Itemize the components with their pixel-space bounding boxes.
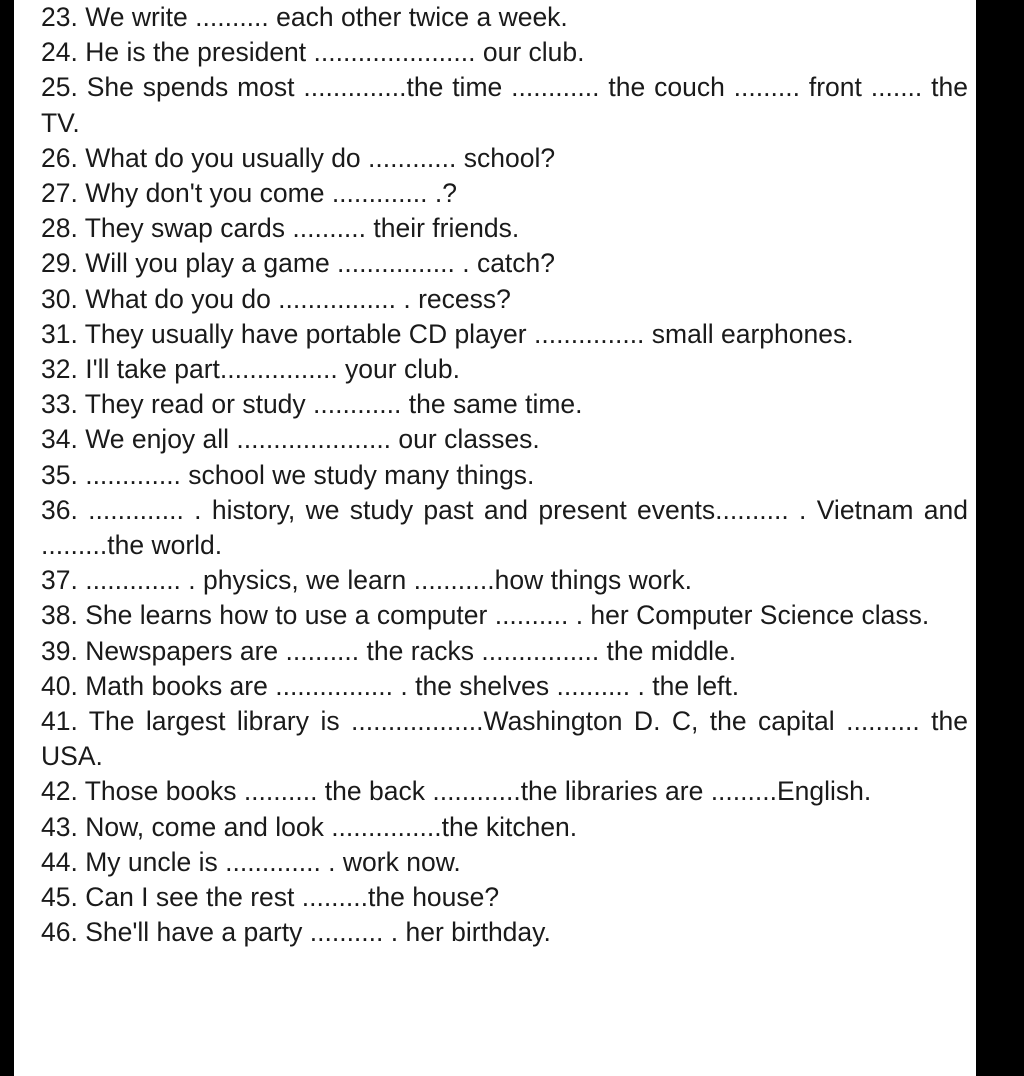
exercise-item-38: 38. She learns how to use a computer .......... . her Computer Science class. bbox=[41, 600, 930, 631]
exercise-item-24: 24. He is the president ...................... our club. bbox=[41, 37, 585, 68]
worksheet-page bbox=[14, 0, 976, 1076]
exercise-item-44: 44. My uncle is ............. . work now. bbox=[41, 846, 461, 877]
exercise-item-39: 39. Newspapers are .......... the racks ................ the middle. bbox=[41, 635, 737, 666]
exercise-item-31: 31. They usually have portable CD player ............... small earphones. bbox=[41, 318, 854, 349]
exercise-item-40: 40. Math books are ................ . the shelves .......... . the left. bbox=[41, 670, 740, 701]
exercise-item-32: 32. I'll take part................ your club. bbox=[41, 354, 460, 385]
exercise-item-27: 27. Why don't you come ............. .? bbox=[41, 178, 457, 209]
exercise-item-33: 33. They read or study ............ the same time. bbox=[41, 389, 583, 420]
exercise-item-25: 25. She spends most ..............the time ............ the couch ......... front ....... the TV. bbox=[41, 72, 968, 138]
exercise-item-29: 29. Will you play a game ................ . catch? bbox=[41, 248, 556, 279]
exercise-item-37: 37. ............. . physics, we learn ...........how things work. bbox=[41, 565, 692, 596]
exercise-item-36: 36. ............. . history, we study past and present events.......... . Vietnam and .........the world. bbox=[41, 494, 968, 561]
exercise-item-42: 42. Those books .......... the back ............the libraries are .........English. bbox=[41, 776, 872, 807]
exercise-item-46: 46. She'll have a party .......... . her birthday. bbox=[41, 917, 551, 948]
exercise-item-30: 30. What do you do ................ . recess? bbox=[41, 283, 511, 314]
exercise-item-35: 35. ............. school we study many things. bbox=[41, 459, 535, 490]
exercise-item-45: 45. Can I see the rest .........the house? bbox=[41, 882, 500, 913]
exercise-item-41: 41. The largest library is ..................Washington D. C, the capital .......... the USA. bbox=[41, 706, 968, 772]
fill-in-exercise-list bbox=[41, 0, 968, 950]
exercise-item-43: 43. Now, come and look ...............the kitchen. bbox=[41, 811, 578, 842]
exercise-item-34: 34. We enjoy all ..................... our classes. bbox=[41, 424, 540, 455]
exercise-item-28: 28. They swap cards .......... their friends. bbox=[41, 213, 520, 244]
exercise-item-26: 26. What do you usually do ............ school? bbox=[41, 142, 556, 173]
exercise-item-23: 23. We write .......... each other twice a week. bbox=[41, 2, 568, 32]
